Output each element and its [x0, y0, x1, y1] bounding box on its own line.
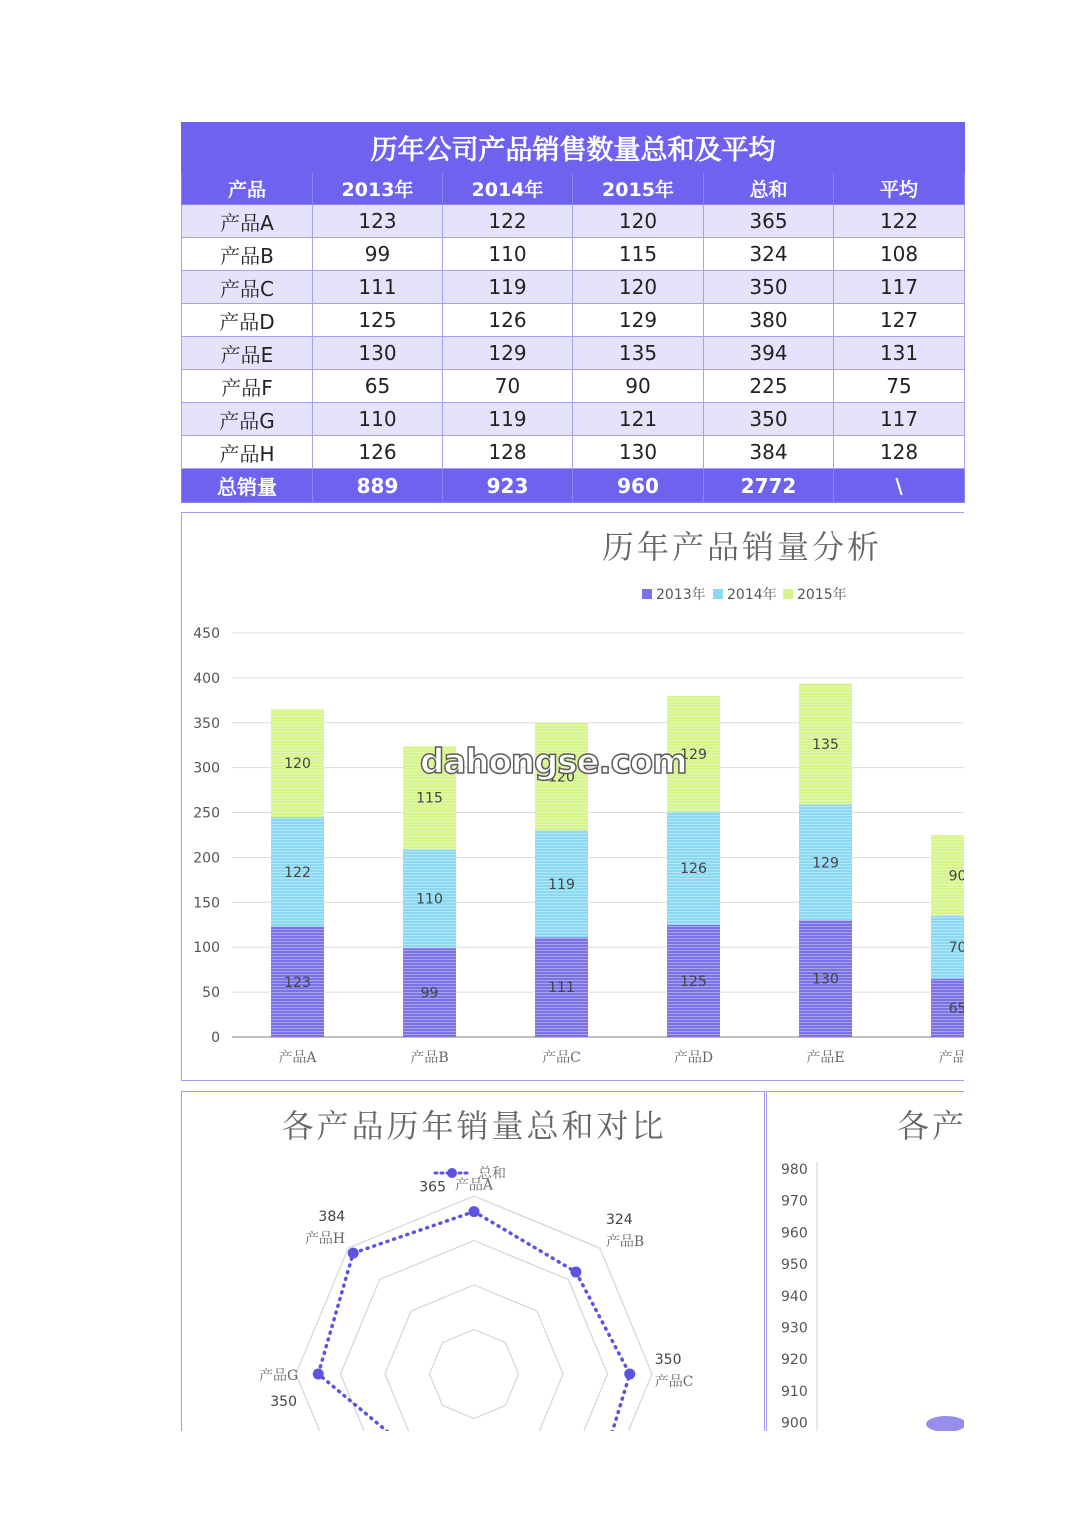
table-row-cell: 75 — [834, 370, 965, 403]
table-row-cell: 119 — [443, 271, 573, 304]
table-row-cell: 126 — [313, 436, 443, 469]
table-row-cell: 产品B — [182, 238, 313, 271]
stacked-bar-chart — [182, 513, 982, 1082]
table-row-cell: 产品G — [182, 403, 313, 436]
legend-label: 2013年 — [656, 587, 706, 603]
radar-grid-ring — [341, 1241, 608, 1432]
legend-swatch — [713, 589, 723, 599]
y-tick-label: 920 — [781, 1352, 808, 1369]
legend-label: 2015年 — [797, 587, 847, 603]
radar-value-label: 350 — [654, 1352, 682, 1368]
bar-data-label: 119 — [548, 876, 575, 893]
table-row — [182, 304, 965, 337]
bar-data-label: 123 — [284, 974, 311, 991]
table-row-cell: 108 — [834, 238, 965, 271]
x-tick-label: 产品F — [938, 1050, 977, 1066]
y-tick-label: 0 — [211, 1030, 220, 1046]
table-row-cell: 70 — [443, 370, 573, 403]
table-header-row-cell: 2015年 — [573, 173, 704, 205]
table-row-cell: 122 — [443, 205, 573, 238]
bar-data-label: 129 — [680, 746, 707, 763]
y-tick-label: 300 — [193, 760, 220, 777]
y-tick-label: 250 — [193, 805, 220, 822]
table-row-cell: 384 — [704, 436, 834, 469]
radar-chart-panel — [181, 1091, 765, 1431]
table-row-cell: 130 — [313, 337, 443, 370]
y-tick-label: 910 — [781, 1383, 808, 1400]
table-total-row-cell: \ — [834, 469, 965, 503]
third-chart-panel — [766, 1091, 996, 1431]
table-row-cell: 121 — [573, 403, 704, 436]
table-row-cell: 99 — [313, 238, 443, 271]
table-total-row-cell: 总销量 — [182, 469, 313, 503]
table-row-cell: 125 — [313, 304, 443, 337]
x-tick-label: 产品A — [278, 1050, 317, 1066]
table-row-cell: 350 — [704, 403, 834, 436]
y-tick-label: 200 — [193, 850, 220, 867]
bar-data-label: 126 — [680, 861, 707, 878]
y-tick-label: 100 — [193, 940, 220, 957]
legend-marker — [447, 1168, 457, 1178]
radar-point — [624, 1369, 635, 1380]
table-row-cell: 130 — [573, 436, 704, 469]
radar-value-label: 350 — [270, 1394, 297, 1410]
radar-category-label: 产品G — [259, 1368, 299, 1384]
table-title-row — [182, 123, 965, 173]
y-tick-label: 930 — [781, 1320, 808, 1337]
table-total-row-cell: 960 — [573, 469, 704, 503]
table-header-row-cell: 产品 — [182, 173, 313, 205]
legend-swatch — [642, 589, 652, 599]
radar-category-label: 产品B — [605, 1234, 645, 1251]
sales-summary-table — [181, 122, 965, 503]
bar-data-label: 135 — [812, 736, 839, 753]
bar-data-label: 125 — [680, 973, 707, 990]
radar-value-label: 324 — [605, 1212, 633, 1229]
y-tick-label: 900 — [781, 1415, 808, 1432]
radar-series-line — [318, 1212, 630, 1431]
table-header-row-cell: 平均 — [834, 173, 965, 205]
x-tick-label: 产品C — [542, 1050, 581, 1066]
table-row-cell: 129 — [443, 337, 573, 370]
bar-data-label: 129 — [812, 855, 839, 872]
y-tick-label: 400 — [193, 670, 220, 687]
bar-data-label: 120 — [548, 769, 575, 786]
table-header-row-cell: 总和 — [704, 173, 834, 205]
table-row-cell: 117 — [834, 271, 965, 304]
table-row-cell: 324 — [704, 238, 834, 271]
y-tick-label: 960 — [781, 1225, 808, 1242]
table-row — [182, 271, 965, 304]
table-row-cell: 产品E — [182, 337, 313, 370]
table-row-cell: 111 — [313, 271, 443, 304]
table-header-row-cell: 2014年 — [443, 173, 573, 205]
table-total-row — [182, 469, 965, 503]
table-row-cell: 129 — [573, 304, 704, 337]
table-row-cell: 110 — [313, 403, 443, 436]
radar-category-label: 产品C — [654, 1374, 694, 1390]
x-tick-label: 产品E — [806, 1050, 845, 1066]
bar-data-label: 65 — [948, 1000, 967, 1017]
radar-chart — [182, 1092, 765, 1431]
y-tick-label: 50 — [202, 985, 220, 1002]
table-row-cell: 119 — [443, 403, 573, 436]
table-row-cell: 90 — [573, 370, 704, 403]
y-tick-label: 150 — [193, 895, 220, 912]
table-row-cell: 123 — [313, 205, 443, 238]
watermark: dahongse.com — [420, 742, 687, 782]
bar-data-label: 122 — [284, 864, 311, 881]
table-row-cell: 380 — [704, 304, 834, 337]
y-tick-label: 940 — [781, 1288, 808, 1305]
table-row-cell: 产品A — [182, 205, 313, 238]
table-row — [182, 238, 965, 271]
table-row-cell: 110 — [443, 238, 573, 271]
table-row-cell: 117 — [834, 403, 965, 436]
table-row-cell: 365 — [704, 205, 834, 238]
y-tick-label: 950 — [781, 1257, 808, 1274]
bar-data-label: 120 — [284, 756, 311, 773]
table-total-row-cell: 2772 — [704, 469, 834, 503]
table-row-cell: 131 — [834, 337, 965, 370]
table-row — [182, 337, 965, 370]
table-row-cell: 120 — [573, 271, 704, 304]
legend-swatch — [783, 589, 793, 599]
y-tick-label: 980 — [781, 1162, 808, 1178]
x-tick-label: 产品D — [673, 1050, 714, 1066]
y-tick-label: 970 — [781, 1193, 808, 1210]
table-row-cell: 394 — [704, 337, 834, 370]
table-header-row — [182, 173, 965, 205]
table-row-cell: 产品F — [182, 370, 313, 403]
bar-data-label: 115 — [416, 790, 443, 807]
table-row-cell: 128 — [834, 436, 965, 469]
third-chart-title: 各产 — [897, 1107, 968, 1145]
radar-grid-ring — [385, 1285, 563, 1431]
third-chart — [767, 1092, 997, 1432]
table-row — [182, 436, 965, 469]
legend-label: 2014年 — [727, 587, 777, 603]
table-row-cell: 350 — [704, 271, 834, 304]
radar-point — [469, 1206, 480, 1217]
radar-point — [313, 1369, 324, 1380]
table-title: 历年公司产品销售数量总和及平均 — [182, 123, 965, 173]
radar-value-label: 384 — [318, 1209, 346, 1226]
bar-data-label: 90 — [948, 868, 967, 885]
table-row-cell: 产品H — [182, 436, 313, 469]
radar-category-label: 产品H — [304, 1231, 346, 1248]
table-row-cell: 产品D — [182, 304, 313, 337]
radar-category-label: 产品A — [454, 1177, 494, 1194]
legend-label: 总和 — [478, 1166, 506, 1182]
bar-data-label: 99 — [420, 985, 439, 1002]
table-row-cell: 126 — [443, 304, 573, 337]
radar-value-label: 365 — [419, 1179, 446, 1196]
bar-chart-title: 历年产品销量分析 — [601, 528, 883, 566]
table-header-row-cell: 2013年 — [313, 173, 443, 205]
y-tick-label: 350 — [193, 715, 220, 732]
table-row-cell: 135 — [573, 337, 704, 370]
y-tick-label: 450 — [193, 626, 220, 642]
bar-data-label: 70 — [948, 940, 967, 957]
stacked-bar-chart-panel — [181, 512, 981, 1081]
radar-grid-ring — [430, 1330, 519, 1419]
bar-data-label: 110 — [416, 891, 443, 908]
bar-top-partial — [926, 1416, 966, 1432]
table-row-cell: 120 — [573, 205, 704, 238]
x-tick-label: 产品B — [410, 1050, 449, 1066]
table-row-cell: 115 — [573, 238, 704, 271]
radar-point — [570, 1267, 581, 1278]
table-row — [182, 370, 965, 403]
table-total-row-cell: 923 — [443, 469, 573, 503]
radar-chart-title: 各产品历年销量总和对比 — [281, 1107, 667, 1145]
radar-point — [348, 1248, 359, 1259]
table-row-cell: 127 — [834, 304, 965, 337]
table-row — [182, 205, 965, 238]
table-row-cell: 122 — [834, 205, 965, 238]
bar-data-label: 111 — [548, 980, 575, 997]
table-row — [182, 403, 965, 436]
table-total-row-cell: 889 — [313, 469, 443, 503]
table-row-cell: 产品C — [182, 271, 313, 304]
bar-data-label: 130 — [812, 971, 839, 988]
bar-chart-legend — [642, 586, 847, 603]
table-row-cell: 65 — [313, 370, 443, 403]
table-row-cell: 128 — [443, 436, 573, 469]
table-row-cell: 225 — [704, 370, 834, 403]
